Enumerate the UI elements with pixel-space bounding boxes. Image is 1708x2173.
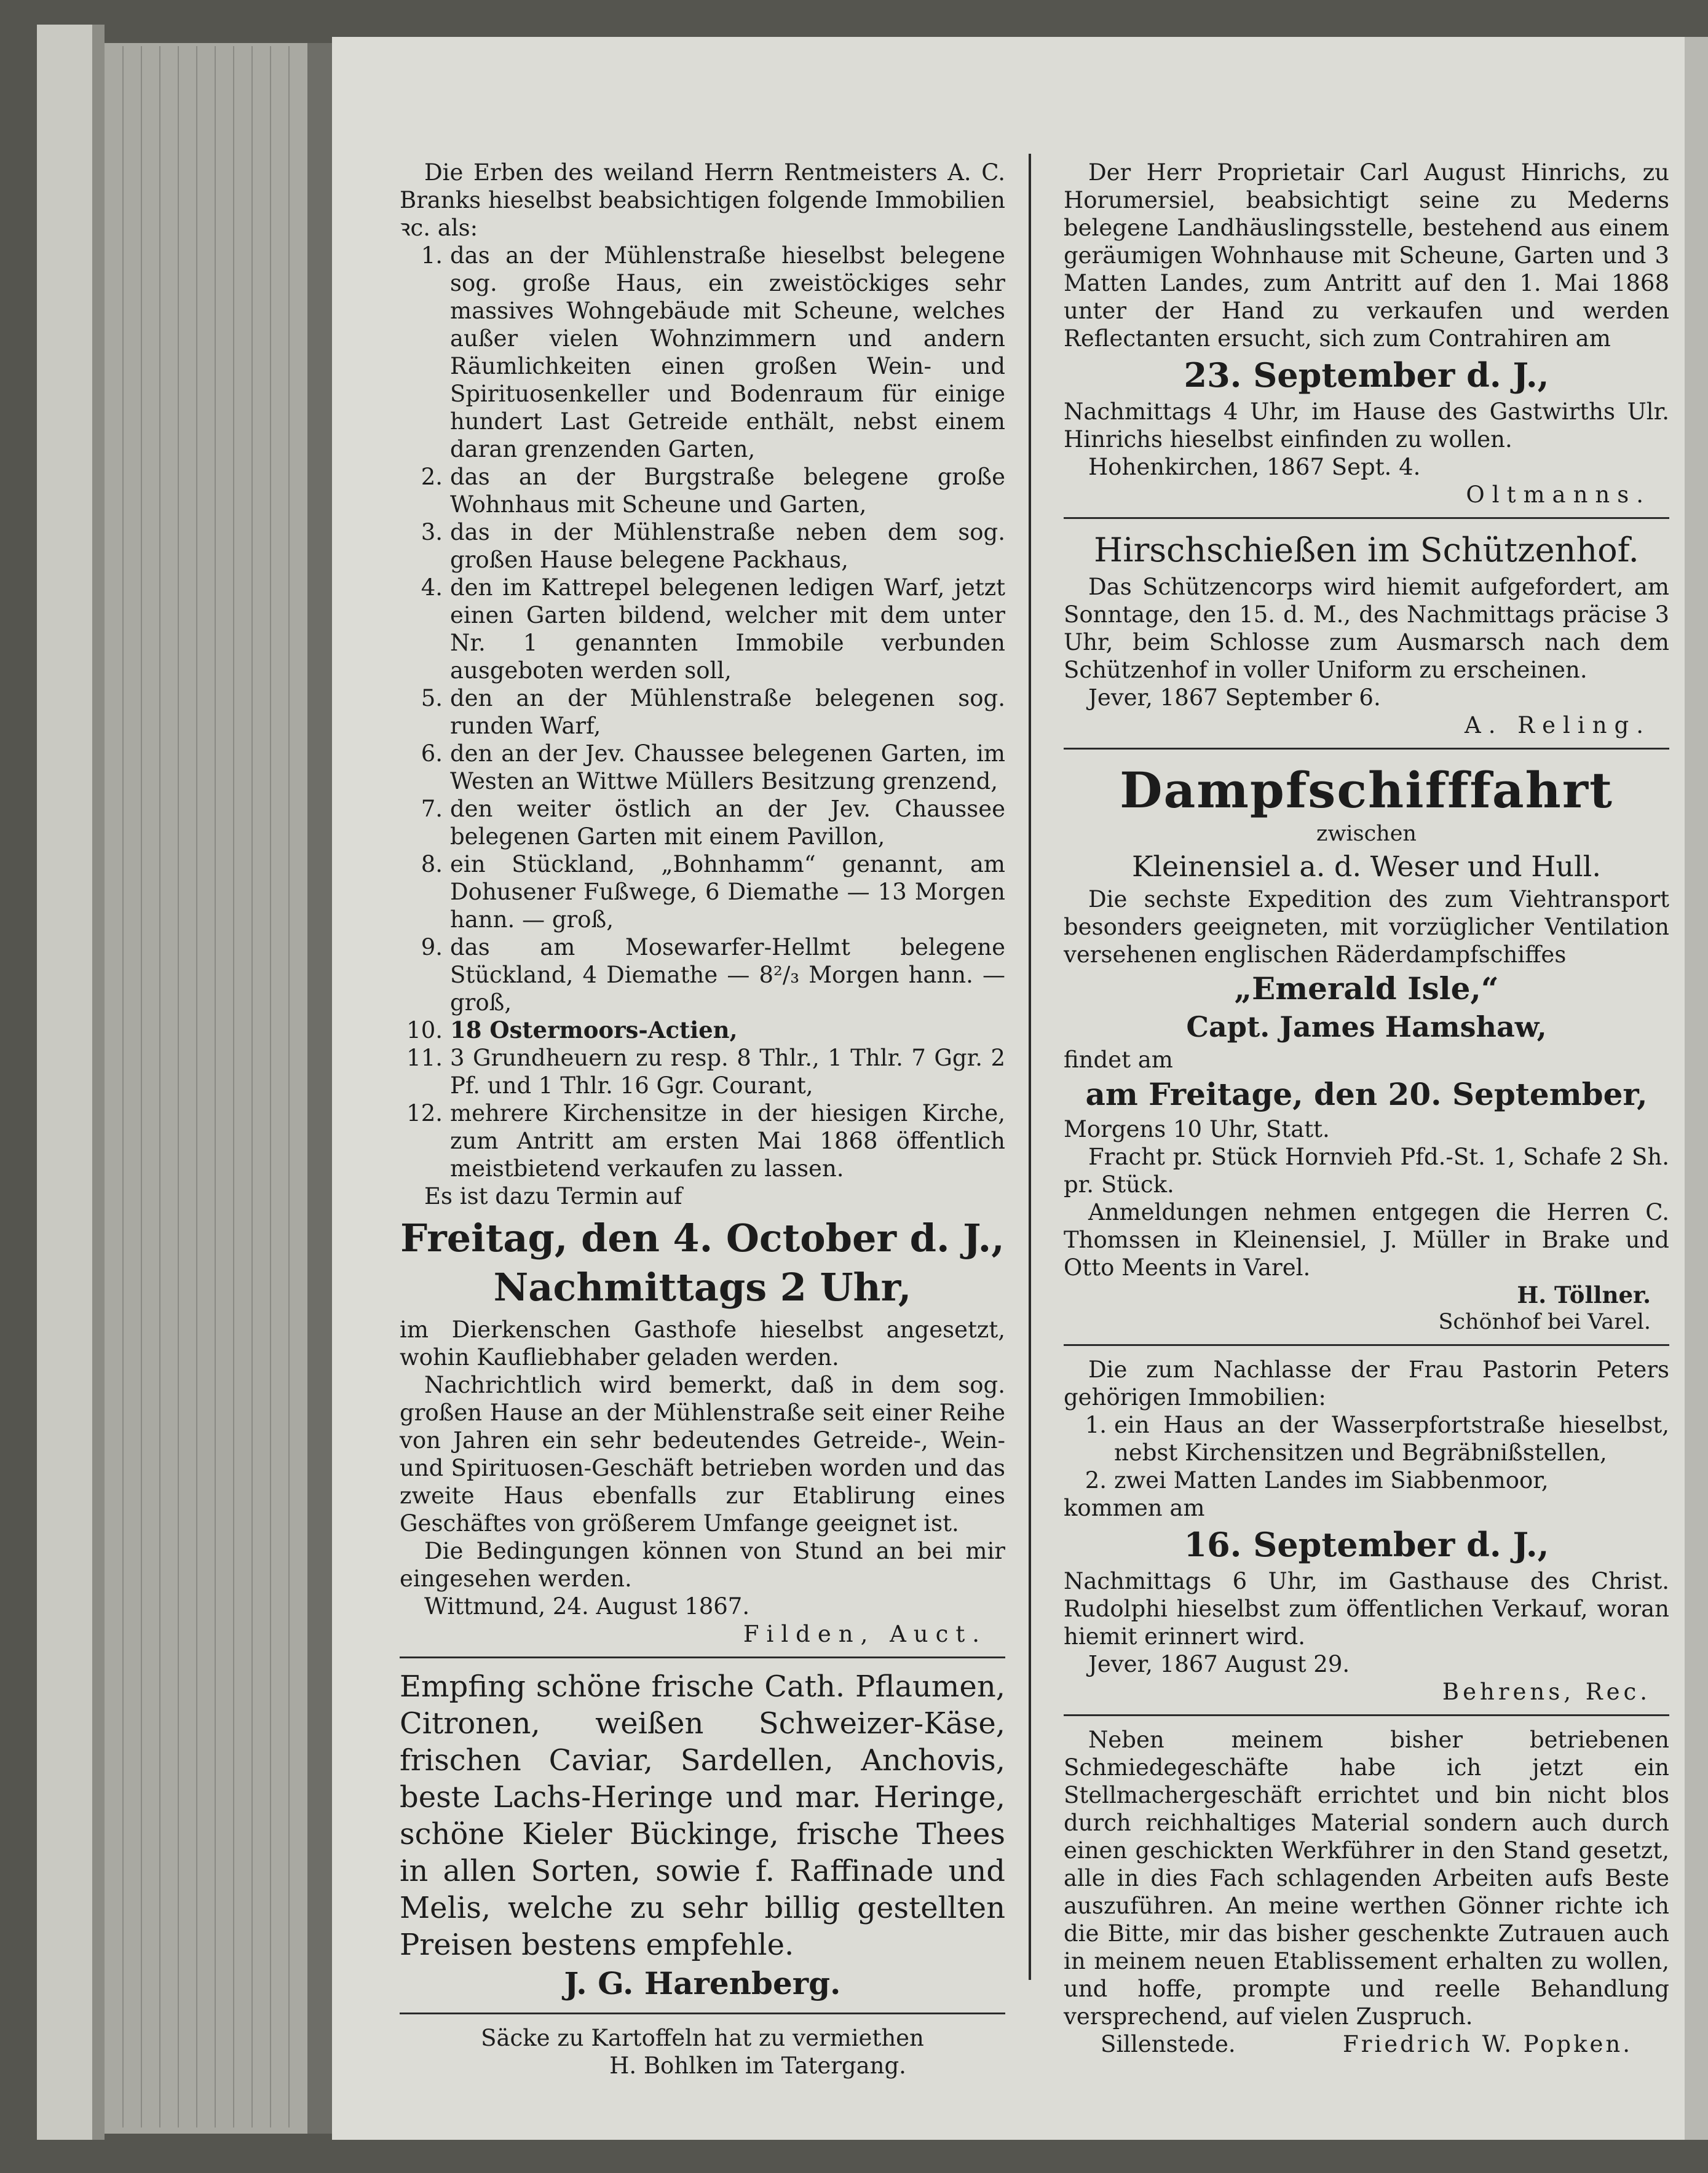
hinrichs-ad-text2: Nachmittags 4 Uhr, im Hause des Gastwirths Ulr. Hinrichs hieselbst einfinden zu wollen. [1064,398,1669,453]
steamship-ad-anmeld: Anmeldungen nehmen entgegen die Herren C. Thomssen in Kleinensiel, J. Müller in Brake und Otto Meents in Varel. [1064,1199,1669,1281]
estate-item: 3. das in der Mühlenstraße neben dem sog. großen Hause belegene Packhaus, [421,519,1005,573]
hinrichs-ad-signature: Oltmanns. [1466,481,1651,508]
estate-item: 4. den im Kattrepel belegenen ledigen Warf, jetzt einen Garten bildend, welcher mit dem unter Nr. 1 genannten Immobile verbunden ausgeboten werden soll, [421,574,1005,684]
estate-item: 6. den an der Jev. Chaussee belegenen Garten, im Westen an Wittwe Müllers Besitzung grenzend, [421,740,1005,794]
steamship-ad-place: Schönhof bei Varel. [1438,1310,1651,1334]
peters-ad-item: 1. ein Haus an der Wasserpfortstraße hieselbst, nebst Kirchensitzen und Begräbnißstellen, [1085,1412,1669,1466]
peters-ad-kommen: kommen am [1064,1495,1205,1521]
hinrichs-ad-text: Der Herr Proprietair Carl August Hinrichs, zu Horumersiel, beabsichtigt seine zu Mederns belegene Landhäuslingsstelle, bestehend aus einem geräumigen Wohnhause mit Scheune, Garten und 3 Matten Landes, zum Antritt auf den 1. Mai 1868 unter der Hand zu verkaufen und werden Reflectanten ersucht, sich zum Contrahiren am [1064,159,1669,352]
shooting-ad-title: Hirschschießen im Schützenhof. [1094,531,1639,569]
estate-item: 10. 18 Ostermoors-Actien, [406,1016,738,1043]
divider [1064,748,1669,750]
auction-date: Freitag, den 4. October d. J., [400,1216,1005,1261]
peters-ad-text2: Nachmittags 6 Uhr, im Gasthause des Christ. Rudolphi hieselbst zum öffentlichen Verkauf, woran hiemit erinnert wird. [1064,1568,1669,1650]
peters-ad-item: 2. zwei Matten Landes im Siabbenmoor, [1085,1467,1549,1494]
divider [1064,517,1669,519]
auction-conditions: Die Bedingungen können von Stund an bei mir eingesehen werden. [400,1538,1005,1592]
steamship-ad-between: zwischen [1316,821,1417,846]
termin-line: Es ist dazu Termin auf [424,1183,682,1209]
grocery-ad-signature: J. G. Harenberg. [564,1965,841,2001]
right-column [1064,159,1669,2058]
shooting-ad-signature: A. Reling. [1465,712,1651,738]
estate-intro: Die Erben des weiland Herrn Rentmeisters A. C. Branks hieselbst beabsichtigen folgende Immobilien ꝛc. als: [400,159,1005,241]
popken-ad-text: Neben meinem bisher betriebenen Schmiedegeschäfte habe ich jetzt ein Stellmachergeschäft errichtet und bin nicht blos durch reichhaltiges Material sondern auch durch einen geschickten Werkführer in den Stand gesetzt, alle in dies Fach schlagenden Arbeiten aufs Beste auszuführen. An meine werthen Gönner richte ich die Bitte, mir das bisher geschenkte Zutrauen auch in meinem neuen Etablissement erhalten zu wollen, und hoffe, prompte und reelle Behandlung versprechend, auf vielen Zuspruch. [1064,1727,1669,2030]
hinrichs-ad-dateline: Hohenkirchen, 1867 Sept. 4. [1088,454,1421,480]
popken-ad-footer [1064,2030,1669,2058]
steamship-ad-title: Dampfschifffahrt [1120,761,1613,819]
shooting-ad-text: Das Schützencorps wird hiemit aufgefordert, am Sonntage, den 15. d. M., des Nachmittags präcise 3 Uhr, beim Schlosse zum Ausmarsch nach dem Schützenhof in voller Uniform zu erscheinen. [1064,574,1669,683]
popken-ad-signature: Friedrich W. Popken. [1343,2031,1632,2057]
estate-item: 2. das an der Burgstraße belegene große Wohnhaus mit Scheune und Garten, [421,464,1005,518]
divider [400,1656,1005,1658]
sacks-ad-line2: H. Bohlken im Tatergang. [609,2052,906,2079]
steamship-ad-time: Morgens 10 Uhr, Statt. [1064,1116,1330,1142]
auction-dateline: Wittmund, 24. August 1867. [424,1593,750,1620]
peters-ad-date: 16. September d. J., [1184,1525,1549,1564]
popken-ad-place: Sillenstede. [1101,2031,1236,2057]
estate-item: 5. den an der Mühlenstraße belegenen sog. runden Warf, [421,685,1005,739]
grocery-ad-text: Empfing schöne frische Cath. Pflaumen, Citronen, weißen Schweizer-Käse, frischen Caviar, Sardellen, Anchovis, beste Lachs-Heringe und mar. Heringe, schöne Kieler Bückinge, frische Thees in allen Sorten, sowie f. Raffinade und Melis, welche zu sehr billig gestellten Preisen bestens empfehle. [400,1669,1005,1962]
peters-ad-dateline: Jever, 1867 August 29. [1088,1651,1350,1677]
steamship-ad-fracht: Fracht pr. Stück Hornvieh Pfd.-St. 1, Schafe 2 Sh. pr. Stück. [1064,1144,1669,1198]
steamship-ad-route: Kleinensiel a. d. Weser und Hull. [1131,850,1602,883]
auction-place: im Dierkenschen Gasthofe hieselbst angesetzt, wohin Kaufliebhaber geladen werden. [400,1316,1005,1371]
divider [400,2013,1005,2014]
steamship-ad-signature: H. Töllner. [1517,1281,1651,1308]
divider [1064,1344,1669,1346]
steamship-ad-ship: „Emerald Isle,“ [1234,970,1499,1007]
left-column [400,159,1005,2080]
peters-ad-signature: Behrens, Rec. [1442,1679,1651,1705]
auction-note: Nachrichtlich wird bemerkt, daß in dem sog. großen Hause an der Mühlenstraße seit einer Reihe von Jahren ein sehr bedeutendes Getreide-, Wein- und Spirituosen-Geschäft betrieben worden und das zweite Haus ebenfalls zur Etablirung eines Geschäftes von größerem Umfange geeignet ist. [400,1372,1005,1537]
estate-item: 11. 3 Grundheuern zu resp. 8 Thlr., 1 Thlr. 7 Ggr. 2 Pf. und 1 Thlr. 16 Ggr. Courant, [406,1045,1005,1099]
estate-item: 9. das am Mosewarfer-Hellmt belegene Stückland, 4 Diemathe — 8²/₃ Morgen hann. — groß, [421,934,1005,1016]
estate-item: 12. mehrere Kirchensitze in der hiesigen Kirche, zum Antritt am ersten Mai 1868 öffentlich meistbietend verkaufen zu lassen. [406,1100,1005,1182]
steamship-ad-date: am Freitage, den 20. September, [1085,1076,1648,1112]
sacks-ad-line1: Säcke zu Kartoffeln hat zu vermiethen [481,2025,924,2051]
steamship-ad-captain: Capt. James Hamshaw, [1186,1010,1547,1043]
estate-item: 1. das an der Mühlenstraße hieselbst belegene sog. große Haus, ein zweistöckiges sehr massives Wohngebäude mit Scheune, welches außer vielen Wohnzimmern und andern Räumlichkeiten einen großen Wein- und Spirituosenkeller und Bodenraum für einige hundert Last Getreide enthält, nebst einem daran grenzenden Garten, [421,242,1005,462]
hinrichs-ad-date: 23. September d. J., [1184,355,1549,395]
estate-item: 8. ein Stückland, „Bohnhamm“ genannt, am Dohusener Fußwege, 6 Diemathe — 13 Morgen hann. — groß, [421,851,1005,933]
steamship-ad-text: Die sechste Expedition des zum Viehtransport besonders geeigneten, mit vorzüglicher Ventilation versehenen englischen Räderdampfschiffes [1064,886,1669,968]
divider [1064,1714,1669,1716]
auction-signature: Filden, Auct. [743,1621,987,1647]
steamship-ad-findet: findet am [1064,1047,1173,1073]
estate-item: 7. den weiter östlich an der Jev. Chaussee belegenen Garten mit einem Pavillon, [421,796,1005,850]
auction-time: Nachmittags 2 Uhr, [493,1265,912,1310]
shooting-ad-dateline: Jever, 1867 September 6. [1088,684,1381,711]
peters-ad-text: Die zum Nachlasse der Frau Pastorin Peters gehörigen Immobilien: [1064,1356,1669,1411]
